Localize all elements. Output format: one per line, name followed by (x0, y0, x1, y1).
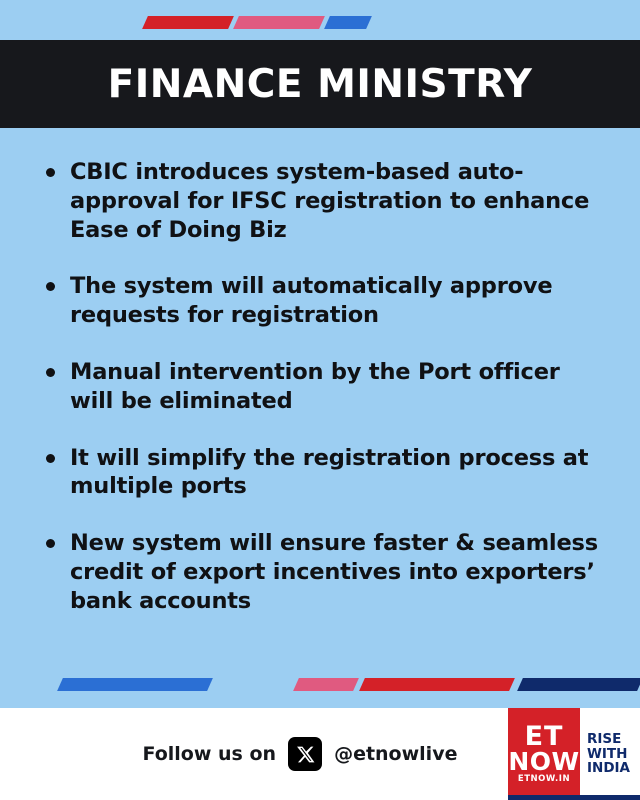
logo-tagline (580, 708, 640, 800)
decorative-stripe (233, 16, 325, 29)
headline-bar (0, 40, 640, 128)
logo-underline (508, 795, 640, 800)
social-handle[interactable]: @etnowlive (334, 743, 458, 765)
list-item: New system will ensure faster & seamless credit of export incentives into exporters’ bank accounts (40, 529, 606, 615)
follow-label: Follow us on (142, 743, 277, 765)
list-item: It will simplify the registration process at multiple ports (40, 444, 606, 502)
bottom-stripe-band (0, 664, 640, 708)
bullet-body (0, 128, 640, 664)
logo-url-text: ETNOW.IN (517, 773, 571, 784)
top-stripe-band (0, 0, 640, 40)
decorative-stripe (293, 678, 359, 691)
list-item: CBIC introduces system-based auto-approval for IFSC registration to enhance Ease of Doing Biz (40, 158, 606, 244)
et-now-logo (508, 708, 640, 800)
tagline-line-1: RISE (587, 731, 622, 748)
decorative-stripe (359, 678, 515, 691)
tagline-line-2: WITH (587, 745, 628, 762)
logo-et-text: ET (524, 720, 564, 752)
decorative-stripe (57, 678, 213, 691)
list-item: Manual intervention by the Port officer will be eliminated (40, 358, 606, 416)
page-title: FINANCE MINISTRY (107, 61, 533, 107)
logo-mark (508, 708, 580, 800)
logo-now-text: NOW (508, 746, 580, 776)
decorative-stripe (517, 678, 640, 691)
follow-us-group (143, 737, 458, 771)
x-twitter-icon[interactable] (288, 737, 322, 771)
bullet-list (40, 158, 606, 616)
decorative-stripe (142, 16, 234, 29)
decorative-stripe (324, 16, 372, 29)
footer (0, 708, 640, 800)
tagline-line-3: INDIA (587, 760, 630, 777)
list-item: The system will automatically approve requests for registration (40, 272, 606, 330)
